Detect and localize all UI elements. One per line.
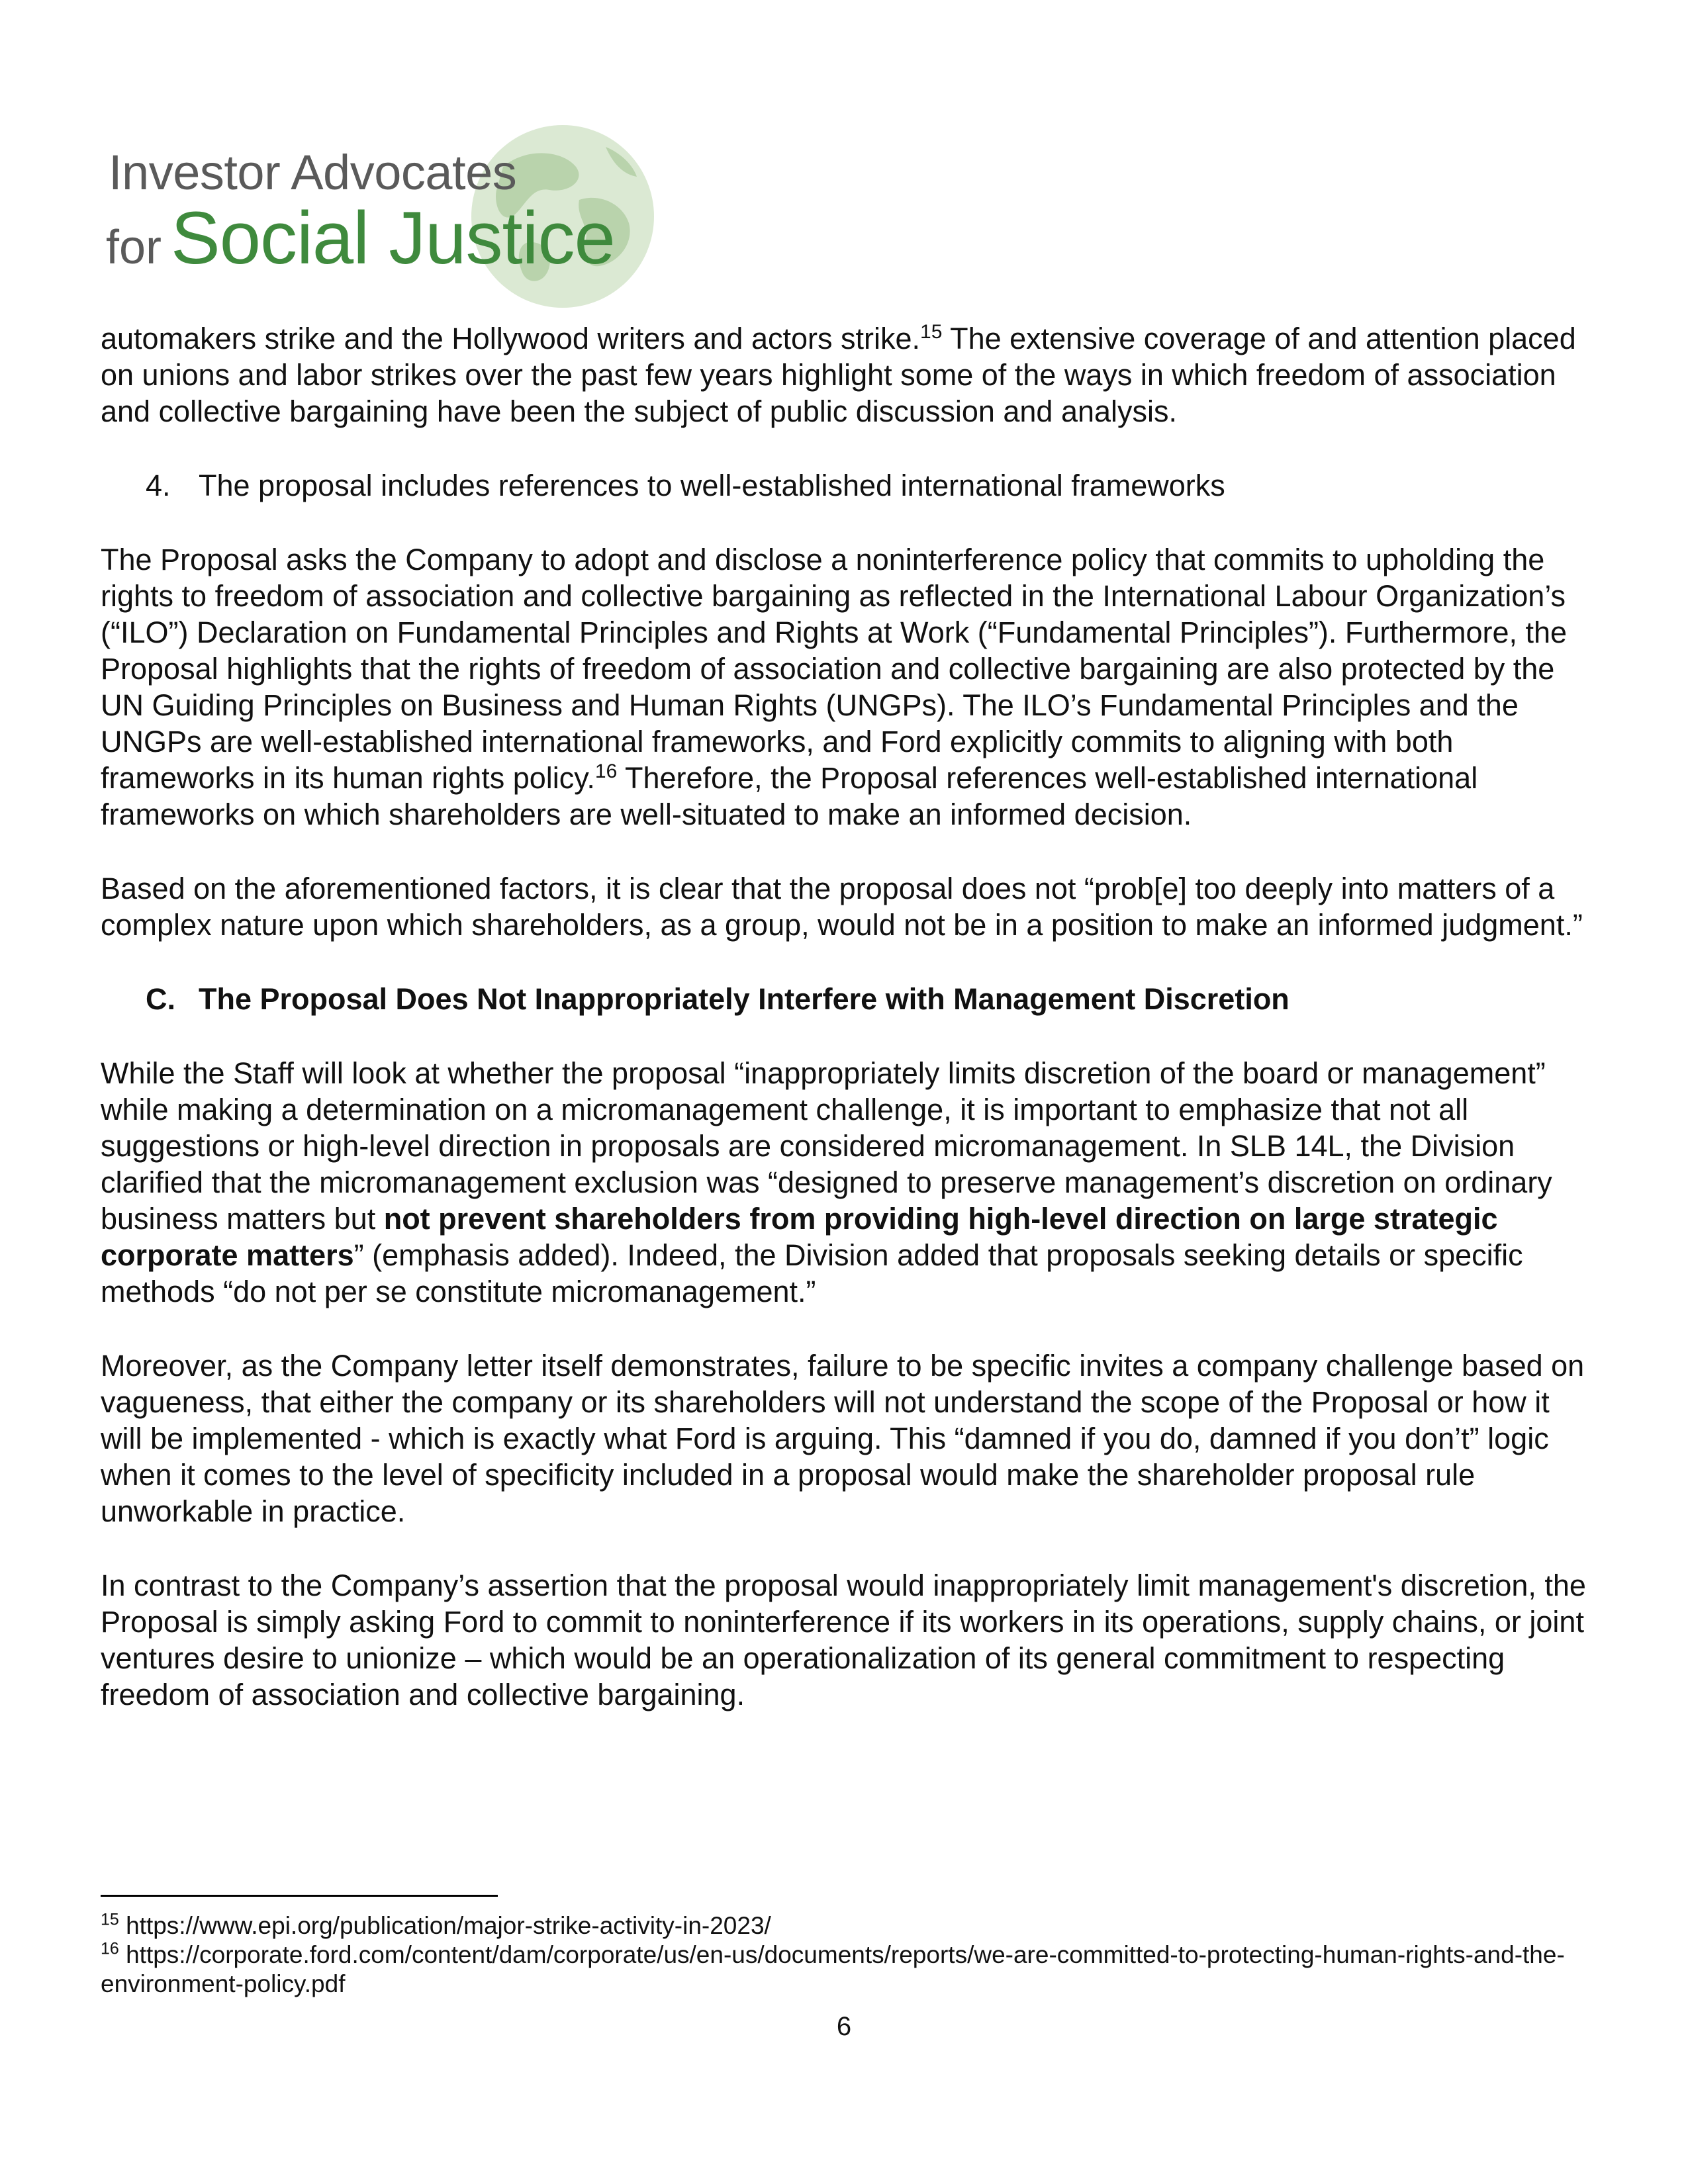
footnotes <box>101 1911 1590 1999</box>
list-item-4 <box>101 467 1590 504</box>
footnote-link[interactable]: https://corporate.ford.com/content/dam/corporate/us/en-us/documents/reports/we-are-committed-to-protecting-human-rights-and-the-environment-policy.pdf <box>101 1941 1565 1997</box>
footnote-ref-15[interactable]: 15 <box>920 321 943 343</box>
list-item-text: The proposal includes references to well-established international frameworks <box>199 469 1225 502</box>
footnote-ref-16[interactable]: 16 <box>594 760 618 782</box>
paragraph-text: The Proposal asks the Company to adopt and disclose a noninterference policy that commits to upholding the rights to freedom of association and collective bargaining as reflected in the International Labour Organization’s (“ILO”) Declaration on Fundamental Principles and Rights at Work (“Fundamental Principles”). Furthermore, the Proposal highlights that the rights of freedom of association and collective bargaining are also protected by the UN Guiding Principles on Business and Human Rights (UNGPs). The ILO’s Fundamental Principles and the UNGPs are well-established international frameworks, and Ford explicitly commits to aligning with both frameworks in its human rights policy. <box>101 543 1568 795</box>
paragraph-text: While the Staff will look at whether the proposal “inappropriately limits discretion of the board or management” while making a determination on a micromanagement challenge, it is important to emphasize that not all suggestions or high-level direction in proposals are considered micromanagement. In SLB 14L, the Division clarified that the micromanagement exclusion was “designed to preserve management’s discretion on ordinary business matters but <box>101 1056 1552 1236</box>
footnote-separator <box>101 1895 498 1897</box>
paragraph-strike-coverage <box>101 320 1590 430</box>
emphasized-text: not prevent shareholders from providing high-level direction on large strategic corporate matters <box>101 1202 1498 1272</box>
paragraph-conclusion: Based on the aforementioned factors, it is clear that the proposal does not “prob[e] too deeply into matters of a complex nature upon which shareholders, as a group, would not be in a position to make an informed judgment.” <box>101 872 1583 942</box>
paragraph-text: The extensive coverage of and attention placed on unions and labor strikes over the past few years highlight some of the ways in which freedom of association and collective bargaining have been the subject of public discussion and analysis. <box>101 322 1576 428</box>
section-heading-text: The Proposal Does Not Inappropriately Interfere with Management Discretion <box>199 982 1289 1016</box>
footnote-15 <box>101 1911 1590 1940</box>
footnote-number: 16 <box>101 1939 119 1958</box>
logo-line-2 <box>106 195 615 281</box>
paragraph-text: Therefore, the Proposal references well-established international frameworks on which shareholders are well-situated to make an informed decision. <box>101 761 1478 831</box>
section-letter: C. <box>146 982 175 1016</box>
logo-line-1: Investor Advocates <box>109 145 517 200</box>
list-number: 4. <box>146 469 171 502</box>
page-number: 6 <box>836 2012 852 2041</box>
paragraph-noninterference: In contrast to the Company’s assertion that the proposal would inappropriately limit management's discretion, the Proposal is simply asking Ford to commit to noninterference if its workers in its operations, supply chains, or joint ventures desire to unionize – which would be an operationalization of its general commitment to respecting freedom of association and collective bargaining. <box>101 1569 1586 1711</box>
document-body <box>101 320 1590 1751</box>
paragraph-vagueness: Moreover, as the Company letter itself demonstrates, failure to be specific invites a company challenge based on vagueness, that either the company or its shareholders will not understand the scope of the Proposal or how it will be implemented - which is exactly what Ford is arguing. This “damned if you do, damned if you don’t” logic when it comes to the level of specificity included in a proposal would make the shareholder proposal rule unworkable in practice. <box>101 1349 1585 1528</box>
logo-social-justice: Social Justice <box>171 197 615 279</box>
paragraph-micromanagement <box>101 1055 1590 1310</box>
organization-logo <box>106 113 615 311</box>
footnote-link[interactable]: https://www.epi.org/publication/major-strike-activity-in-2023/ <box>118 1912 771 1939</box>
logo-for: for <box>106 221 162 274</box>
paragraph-text: automakers strike and the Hollywood writers and actors strike. <box>101 322 921 355</box>
section-heading-c <box>101 981 1590 1017</box>
footnote-number: 15 <box>101 1910 119 1929</box>
paragraph-text: ” (emphasis added). Indeed, the Division added that proposals seeking details or specific methods “do not per se constitute micromanagement.” <box>101 1238 1523 1308</box>
footnote-16 <box>101 1940 1590 1999</box>
paragraph-frameworks <box>101 541 1590 833</box>
